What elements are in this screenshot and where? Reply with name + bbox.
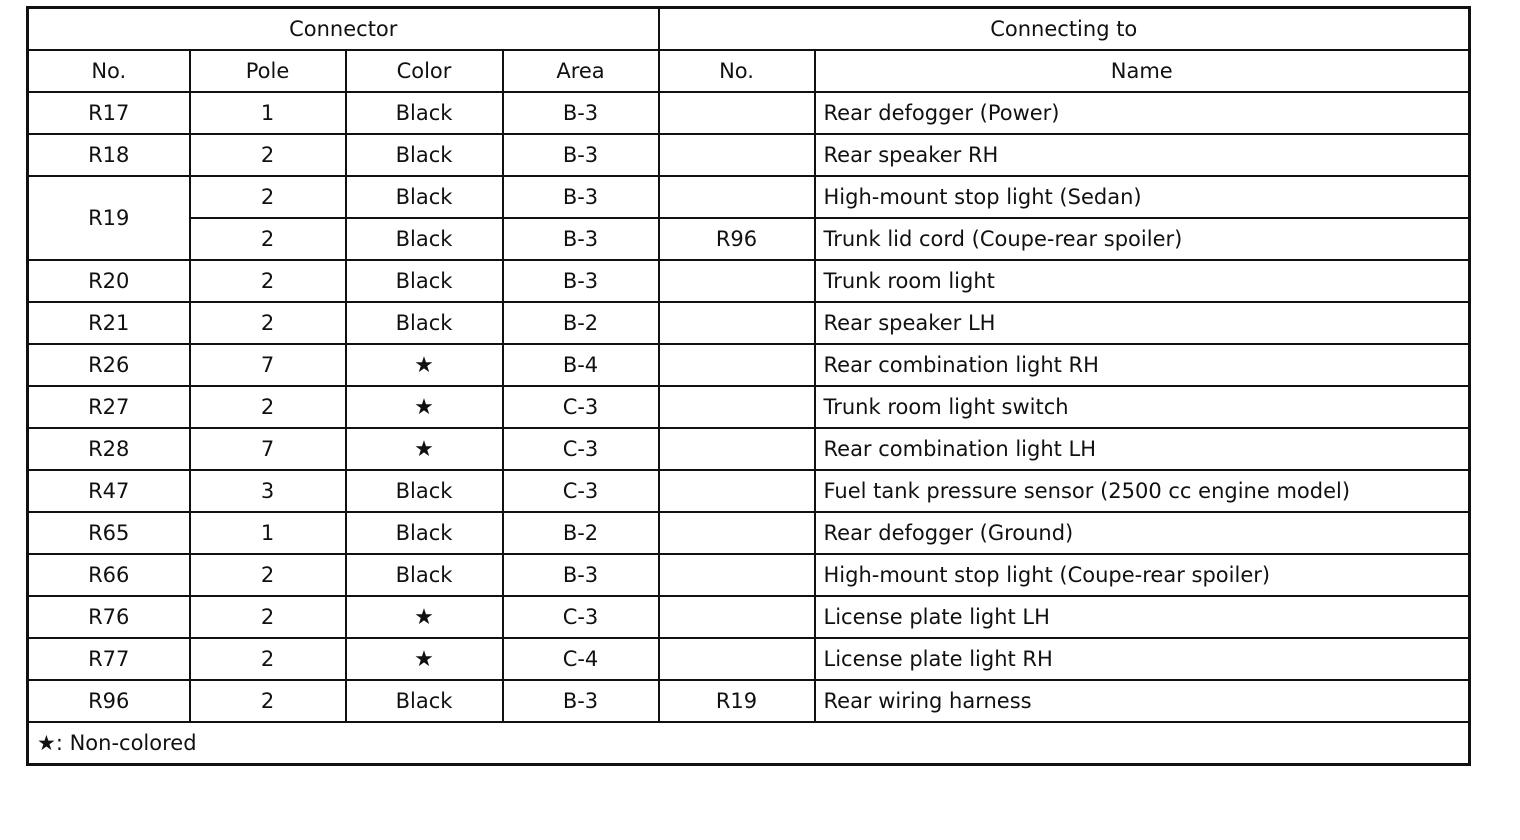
cell-pole: 1: [190, 92, 346, 134]
table-row: [28, 638, 1470, 680]
cell-pole: 7: [190, 344, 346, 386]
cell-no: R21: [28, 302, 190, 344]
column-header-name: Name: [815, 50, 1470, 92]
cell-name: Rear wiring harness: [815, 680, 1470, 722]
cell-connecting-no: [659, 470, 815, 512]
cell-connecting-no: R96: [659, 218, 815, 260]
cell-color-star-icon: ★: [346, 638, 503, 680]
cell-name: License plate light LH: [815, 596, 1470, 638]
cell-connecting-no: [659, 596, 815, 638]
cell-name: Rear combination light LH: [815, 428, 1470, 470]
cell-area: C-3: [503, 596, 659, 638]
cell-color-star-icon: ★: [346, 596, 503, 638]
cell-connecting-no: [659, 260, 815, 302]
cell-name: Rear defogger (Power): [815, 92, 1470, 134]
cell-color: Black: [346, 554, 503, 596]
cell-connecting-no: [659, 176, 815, 218]
cell-connecting-no: [659, 554, 815, 596]
cell-area: B-3: [503, 134, 659, 176]
table-row: [28, 512, 1470, 554]
cell-name: Fuel tank pressure sensor (2500 cc engine model): [815, 470, 1470, 512]
cell-pole: 2: [190, 134, 346, 176]
cell-pole: 2: [190, 218, 346, 260]
cell-area: B-3: [503, 92, 659, 134]
cell-pole: 2: [190, 176, 346, 218]
cell-pole: 2: [190, 680, 346, 722]
cell-no: R17: [28, 92, 190, 134]
table-row: [28, 218, 1470, 260]
cell-name: License plate light RH: [815, 638, 1470, 680]
cell-connecting-no: [659, 512, 815, 554]
cell-area: C-3: [503, 428, 659, 470]
column-header-area: Area: [503, 50, 659, 92]
cell-no: R27: [28, 386, 190, 428]
cell-no: R47: [28, 470, 190, 512]
cell-area: B-3: [503, 680, 659, 722]
cell-area: B-4: [503, 344, 659, 386]
cell-color: Black: [346, 260, 503, 302]
cell-name: Trunk lid cord (Coupe-rear spoiler): [815, 218, 1470, 260]
footnote-non-colored: ★: Non-colored: [28, 722, 1470, 765]
cell-pole: 1: [190, 512, 346, 554]
cell-color: Black: [346, 92, 503, 134]
cell-area: B-2: [503, 512, 659, 554]
table-row: [28, 428, 1470, 470]
cell-area: B-3: [503, 554, 659, 596]
cell-no: R20: [28, 260, 190, 302]
table-row: [28, 596, 1470, 638]
cell-connecting-no: [659, 638, 815, 680]
cell-color: Black: [346, 512, 503, 554]
cell-connecting-no: [659, 92, 815, 134]
table-row: [28, 302, 1470, 344]
cell-connecting-no: R19: [659, 680, 815, 722]
cell-pole: 2: [190, 638, 346, 680]
cell-name: High-mount stop light (Sedan): [815, 176, 1470, 218]
column-header-pole: Pole: [190, 50, 346, 92]
table-row: [28, 134, 1470, 176]
group-header-connector: Connector: [28, 8, 659, 51]
cell-name: Rear combination light RH: [815, 344, 1470, 386]
cell-area: B-3: [503, 260, 659, 302]
cell-connecting-no: [659, 344, 815, 386]
cell-no: R66: [28, 554, 190, 596]
cell-area: C-3: [503, 470, 659, 512]
cell-connecting-no: [659, 428, 815, 470]
cell-area: C-3: [503, 386, 659, 428]
footnote-row: [28, 722, 1470, 765]
cell-name: Trunk room light switch: [815, 386, 1470, 428]
column-header-color: Color: [346, 50, 503, 92]
cell-connecting-no: [659, 302, 815, 344]
cell-area: B-2: [503, 302, 659, 344]
cell-area: C-4: [503, 638, 659, 680]
table-row: [28, 344, 1470, 386]
cell-color: Black: [346, 470, 503, 512]
cell-no: R65: [28, 512, 190, 554]
cell-color: Black: [346, 302, 503, 344]
cell-area: B-3: [503, 218, 659, 260]
cell-no: R28: [28, 428, 190, 470]
cell-no: R96: [28, 680, 190, 722]
cell-pole: 2: [190, 596, 346, 638]
cell-no: R26: [28, 344, 190, 386]
table-row: [28, 554, 1470, 596]
cell-color: Black: [346, 134, 503, 176]
cell-color: Black: [346, 218, 503, 260]
cell-color-star-icon: ★: [346, 428, 503, 470]
connector-table: [26, 6, 1471, 766]
column-header-no: No.: [28, 50, 190, 92]
cell-pole: 2: [190, 554, 346, 596]
cell-no: R18: [28, 134, 190, 176]
cell-pole: 2: [190, 260, 346, 302]
cell-name: Trunk room light: [815, 260, 1470, 302]
cell-no: R76: [28, 596, 190, 638]
table-row: [28, 470, 1470, 512]
cell-pole: 2: [190, 386, 346, 428]
cell-name: High-mount stop light (Coupe-rear spoiler): [815, 554, 1470, 596]
cell-no: R77: [28, 638, 190, 680]
cell-color: Black: [346, 680, 503, 722]
table-row: [28, 680, 1470, 722]
cell-name: Rear speaker LH: [815, 302, 1470, 344]
table-row: [28, 176, 1470, 218]
cell-connecting-no: [659, 386, 815, 428]
cell-color: Black: [346, 176, 503, 218]
group-header-connecting-to: Connecting to: [659, 8, 1470, 51]
table-row: [28, 260, 1470, 302]
connector-table-container: [26, 6, 1468, 766]
column-header-connecting-no: No.: [659, 50, 815, 92]
table-row: [28, 92, 1470, 134]
column-header-row: [28, 50, 1470, 92]
cell-name: Rear defogger (Ground): [815, 512, 1470, 554]
cell-area: B-3: [503, 176, 659, 218]
cell-pole: 7: [190, 428, 346, 470]
cell-pole: 3: [190, 470, 346, 512]
cell-no: R19: [28, 176, 190, 260]
cell-name: Rear speaker RH: [815, 134, 1470, 176]
cell-connecting-no: [659, 134, 815, 176]
table-row: [28, 386, 1470, 428]
cell-color-star-icon: ★: [346, 344, 503, 386]
cell-pole: 2: [190, 302, 346, 344]
group-header-row: [28, 8, 1470, 51]
cell-color-star-icon: ★: [346, 386, 503, 428]
